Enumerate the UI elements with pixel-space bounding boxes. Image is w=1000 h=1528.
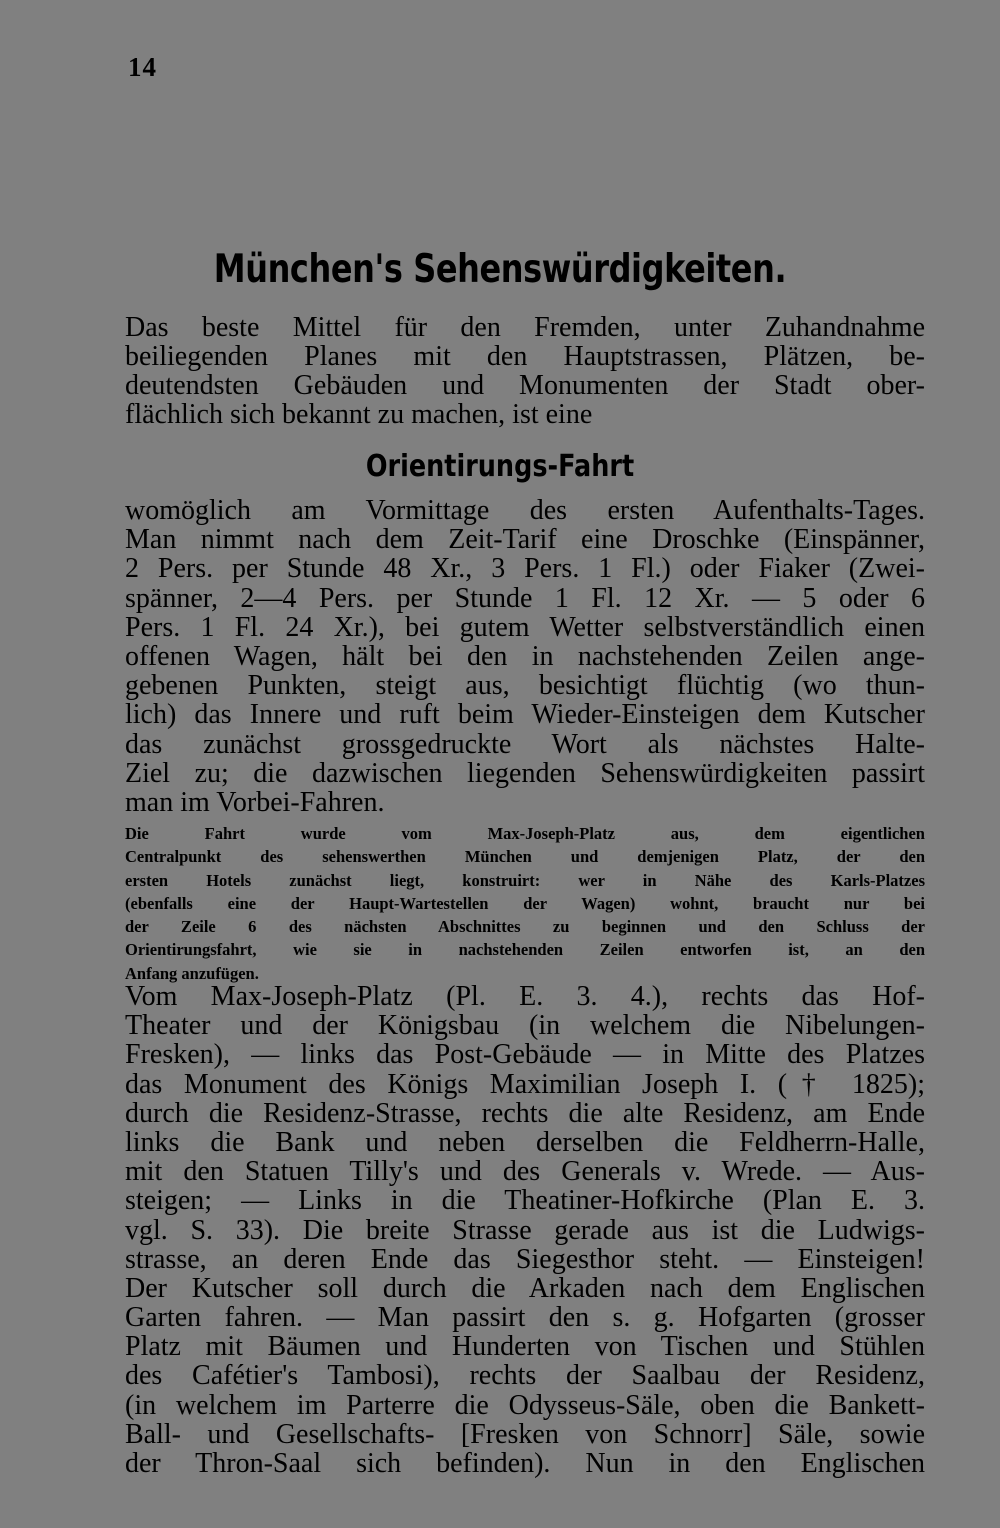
page-number: 14: [128, 52, 157, 82]
text-line: des Cafétier's Tambosi), rechts der Saalbau der Residenz,: [125, 1360, 925, 1392]
note-line: ersten Hotels zunächst liegt, konstruirt: wer in Nähe des Karls-Platzes: [125, 870, 925, 890]
text-line: Man nimmt nach dem Zeit-Tarif eine Droschke (Einspänner,: [125, 524, 925, 556]
text-line: Ball- und Gesellschafts- [Fresken von Schnorr] Säle, sowie: [125, 1418, 925, 1450]
text-line: das zunächst grossgedruckte Wort als nächstes Halte-: [125, 728, 925, 760]
footnote-paragraph: [125, 822, 925, 985]
text-line: Pers. 1 Fl. 24 Xr.), bei gutem Wetter selbstverständlich einen: [125, 611, 925, 643]
intro-paragraph: [125, 313, 925, 429]
note-line: (ebenfalls eine der Haupt-Wartestellen der Wagen) wohnt, braucht nur bei: [125, 893, 925, 913]
text-line: spänner, 2—4 Pers. per Stunde 1 Fl. 12 Xr. — 5 oder 6: [125, 582, 925, 614]
text-line: offenen Wagen, hält bei den in nachstehenden Zeilen ange-: [125, 640, 925, 672]
text-line: beiliegenden Planes mit den Hauptstrassen, Plätzen, be-: [125, 341, 925, 372]
text-line: Der Kutscher soll durch die Arkaden nach dem Englischen: [125, 1272, 925, 1304]
text-line: man im Vorbei-Fahren.: [125, 786, 385, 818]
note-line: Centralpunkt des sehenswerthen München und demjenigen Platz, der den: [125, 847, 925, 867]
text-line: links die Bank und neben derselben die Feldherrn-Halle,: [125, 1126, 925, 1158]
text-line: Garten fahren. — Man passirt den s. g. Hofgarten (grosser: [125, 1302, 925, 1334]
instructions-paragraph: [125, 496, 925, 817]
note-line: der Zeile 6 des nächsten Abschnittes zu beginnen und den Schluss der: [125, 917, 925, 937]
text-line: Ziel zu; die dazwischen liegenden Sehenswürdigkeiten passirt: [125, 757, 925, 789]
text-line: Fresken), — links das Post-Gebäude — in Mitte des Platzes: [125, 1039, 925, 1071]
text-line: steigen; — Links in die Theatiner-Hofkirche (Plan E. 3.: [125, 1185, 925, 1217]
text-line: strasse, an deren Ende das Siegesthor steht. — Einsteigen!: [125, 1243, 925, 1275]
text-line: gebenen Punkten, steigt aus, besichtigt flüchtig (wo thun-: [125, 670, 925, 702]
section-subheading: Orientirungs-Fahrt: [365, 449, 635, 484]
text-line: vgl. S. 33). Die breite Strasse gerade aus ist die Ludwigs-: [125, 1214, 925, 1246]
note-line: Orientirungsfahrt, wie sie in nachstehenden Zeilen entworfen ist, an den: [125, 940, 925, 960]
text-line: (in welchem im Parterre die Odysseus-Säle, oben die Bankett-: [125, 1389, 925, 1421]
route-paragraph: [125, 982, 925, 1478]
text-line: womöglich am Vormittage des ersten Aufenthalts-Tages.: [125, 495, 925, 526]
text-line: 2 Pers. per Stunde 48 Xr., 3 Pers. 1 Fl.) oder Fiaker (Zwei-: [125, 553, 925, 585]
text-line: durch die Residenz-Strasse, rechts die alte Residenz, am Ende: [125, 1097, 925, 1129]
text-line: der Thron-Saal sich befinden). Nun in den Englischen: [125, 1448, 925, 1479]
text-line: lich) das Innere und ruft beim Wieder-Einsteigen dem Kutscher: [125, 699, 925, 731]
text-line: mit den Statuen Tilly's und des Generals v. Wrede. — Aus-: [125, 1156, 925, 1188]
note-line: Die Fahrt wurde vom Max-Joseph-Platz aus, dem eigentlichen: [125, 824, 925, 843]
text-line: Platz mit Bäumen und Hunderten von Tischen und Stühlen: [125, 1331, 925, 1363]
note-line: Anfang anzufügen.: [125, 963, 259, 983]
text-line: deutendsten Gebäuden und Monumenten der Stadt ober-: [125, 370, 925, 401]
text-line: das Monument des Königs Maximilian Joseph I. († 1825);: [125, 1068, 925, 1100]
text-line: flächlich sich bekannt zu machen, ist eine: [125, 399, 593, 430]
text-line: Vom Max-Joseph-Platz (Pl. E. 3. 4.), rechts das Hof-: [125, 981, 925, 1012]
text-line: Theater und der Königsbau (in welchem die Nibelungen-: [125, 1010, 925, 1042]
text-line: Das beste Mittel für den Fremden, unter Zuhandnahme: [125, 312, 925, 343]
page-title: München's Sehenswürdigkeiten.: [213, 247, 787, 292]
